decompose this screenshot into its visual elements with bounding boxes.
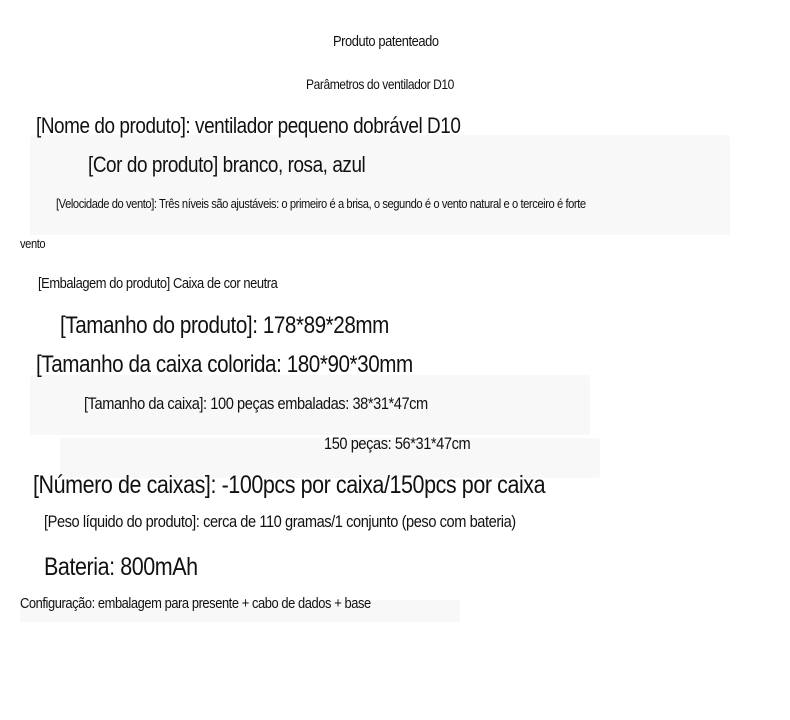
spec-packaging: [Embalagem do produto] Caixa de cor neutra [38, 275, 278, 292]
params-heading: Parâmetros do ventilador D10 [306, 76, 454, 92]
spec-box-count: [Número de caixas]: -100pcs por caixa/150pcs por caixa [33, 471, 546, 499]
spec-product-size: [Tamanho do produto]: 178*89*28mm [60, 312, 389, 339]
spec-configuration: Configuração: embalagem para presente + cabo de dados + base [20, 595, 371, 612]
spec-wind-speed-continued: vento [20, 236, 46, 251]
spec-product-color: [Cor do produto] branco, rosa, azul [88, 152, 366, 177]
background-texture [30, 135, 730, 235]
spec-box-size-150: 150 peças: 56*31*47cm [324, 434, 471, 453]
spec-product-name: [Nome do produto]: ventilador pequeno dobrável D10 [36, 113, 461, 138]
spec-wind-speed: [Velocidade do vento]: Três níveis são ajustáveis: o primeiro é a brisa, o segundo é o vento natural e o terceiro é forte [56, 196, 586, 211]
spec-net-weight: [Peso líquido do produto]: cerca de 110 gramas/1 conjunto (peso com bateria) [44, 512, 516, 531]
spec-box-size-100: [Tamanho da caixa]: 100 peças embaladas: 38*31*47cm [84, 394, 428, 413]
spec-battery: Bateria: 800mAh [44, 553, 198, 581]
spec-color-box-size: [Tamanho da caixa colorida: 180*90*30mm [36, 351, 413, 378]
page-title: Produto patenteado [333, 33, 439, 50]
